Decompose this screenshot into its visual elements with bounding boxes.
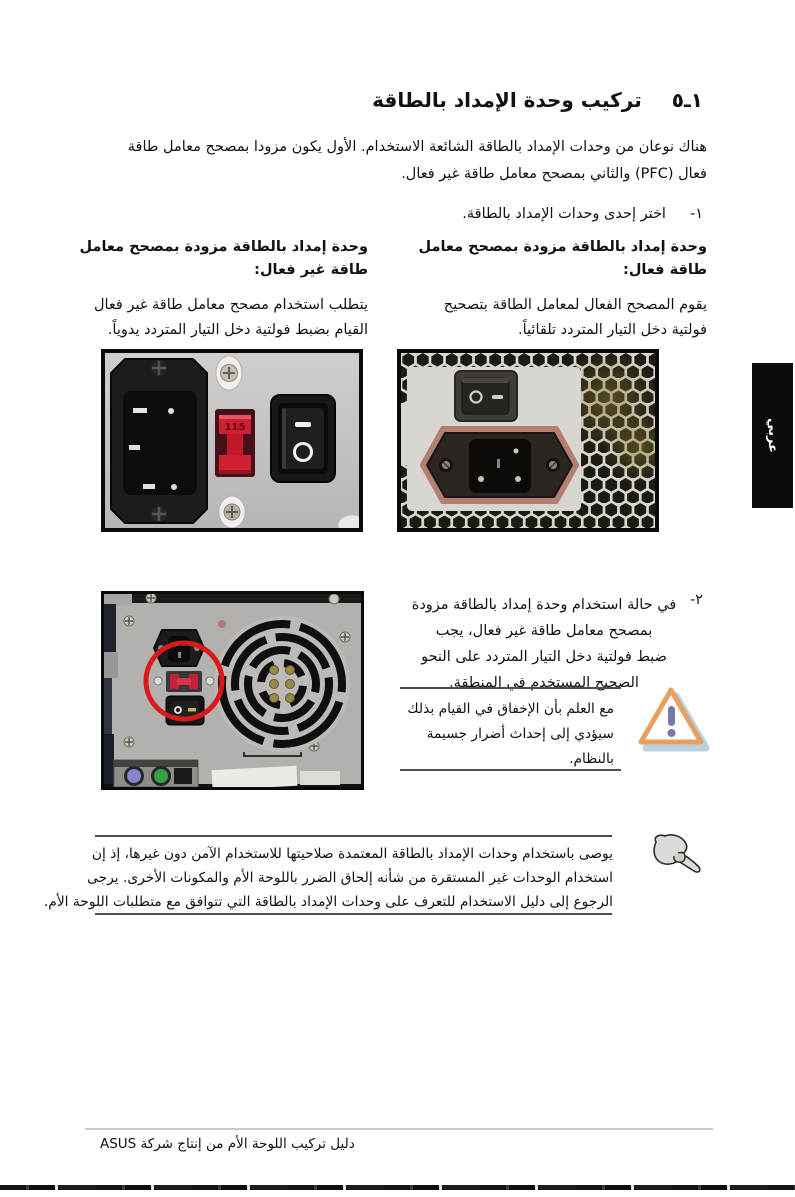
list-item-2-line: في حالة استخدام وحدة إمداد بالطاقة مزودة bbox=[411, 597, 677, 613]
note-line: الرجوع إلى دليل الاستخدام للتعرف على وحدات الإمداد بالطاقة التي تتوافق مع متطلبات اللوحة الأم. bbox=[43, 894, 613, 910]
intro-line: فعال (PFC) والثاني بمصحح معامل طاقة غير فعال. bbox=[401, 166, 707, 182]
footer-text: دليل تركيب اللوحة الأم من إنتاج شركة ASUS bbox=[100, 1136, 355, 1152]
language-tab-label: عربي bbox=[765, 417, 781, 454]
list-item-2-line: بمصحح معامل طاقة غير فعال، يجب bbox=[435, 623, 653, 639]
note-line: يوصى باستخدام وحدات الإمداد بالطاقة المعتمدة صلاحيتها للاستخدام الآمن دون غيرها، إذ إن bbox=[91, 846, 613, 862]
non-active-pfc-body: يتطلب استخدام مصحح معامل طاقة غير فعال bbox=[93, 297, 368, 313]
warning-icon bbox=[635, 684, 711, 758]
power-switch bbox=[271, 395, 335, 482]
voltage-selector bbox=[215, 409, 255, 477]
screw bbox=[219, 496, 245, 528]
active-pfc-body: يقوم المصحح الفعال لمعامل الطاقة بتصحيح bbox=[443, 297, 707, 313]
intro-paragraph bbox=[128, 134, 707, 188]
non-active-pfc-heading: وحدة إمداد بالطاقة مزودة بمصحح معامل bbox=[79, 239, 368, 255]
power-on-mark bbox=[492, 395, 503, 399]
photo-case-rear-psu bbox=[101, 591, 364, 790]
note-hand-icon bbox=[648, 833, 706, 877]
column-active-pfc bbox=[407, 236, 707, 343]
warning-line: مع العلم بأن الإخفاق في القيام بذلك bbox=[407, 701, 614, 717]
active-pfc-body: فولتية دخل التيار المتردد تلقائياً. bbox=[518, 322, 707, 338]
section-number: ١ـ٥ bbox=[671, 88, 703, 112]
non-active-pfc-body: القيام بضبط فولتية دخل التيار المتردد يدوياً. bbox=[107, 322, 368, 338]
warning-box bbox=[400, 697, 614, 772]
warning-rule-top bbox=[400, 687, 621, 689]
note-rule-top bbox=[95, 835, 612, 837]
list-item-2-line: ضبط فولتية دخل التيار المتردد على النحو bbox=[421, 649, 667, 665]
power-switch bbox=[455, 371, 517, 421]
list-item-1-text: اختر إحدى وحدات الإمداد بالطاقة. bbox=[462, 206, 666, 222]
note-rule-bottom bbox=[95, 913, 612, 915]
active-pfc-heading: طاقة فعال: bbox=[623, 262, 707, 278]
note-line: استخدام الوحدات غير المستقرة من شأنه إلحاق الضرر باللوحة الأم والمكونات الأخرى. يرجى bbox=[87, 870, 613, 886]
warning-line: سيؤدي إلى إحداث أضرار جسيمة bbox=[426, 726, 614, 742]
ps2-ports bbox=[114, 760, 198, 787]
column-non-active-pfc bbox=[79, 236, 368, 343]
list-item-1 bbox=[462, 206, 703, 222]
intro-line: هناك نوعان من وحدات الإمداد بالطاقة الشائعة الاستخدام. الأول يكون مزودا بمصحح معامل طاقة bbox=[127, 139, 707, 155]
warning-rule-bottom bbox=[400, 769, 621, 771]
list-item-2 bbox=[393, 592, 695, 696]
list-item-2-line: الصحيح المستخدم في المنطقة. bbox=[449, 675, 639, 691]
power-on-mark bbox=[295, 422, 311, 427]
note-box bbox=[43, 842, 613, 914]
voltage-label: 115 bbox=[224, 422, 246, 433]
footer-rule bbox=[85, 1128, 713, 1130]
photo-psu-closeup-non-active-pfc bbox=[101, 349, 363, 532]
list-item-1-number: ١- bbox=[689, 206, 703, 222]
power-on-mark bbox=[188, 708, 196, 712]
page-title: تركيب وحدة الإمداد بالطاقة bbox=[372, 88, 642, 112]
ps2-mouse-port bbox=[154, 769, 168, 783]
ac-inlet bbox=[423, 429, 576, 501]
ac-inlet bbox=[111, 359, 207, 523]
screw bbox=[216, 356, 242, 390]
page-bottom-edge bbox=[0, 1185, 795, 1190]
active-pfc-heading: وحدة إمداد بالطاقة مزودة بمصحح معامل bbox=[418, 239, 707, 255]
photo-psu-rear-active-pfc bbox=[397, 349, 659, 532]
list-item-2-number: ٢- bbox=[689, 592, 703, 608]
language-tab bbox=[752, 363, 793, 508]
warning-line: بالنظام. bbox=[569, 751, 614, 767]
section-title-row bbox=[372, 88, 703, 112]
non-active-pfc-heading: طاقة غير فعال: bbox=[254, 262, 368, 278]
ps2-keyboard-port bbox=[127, 769, 141, 783]
